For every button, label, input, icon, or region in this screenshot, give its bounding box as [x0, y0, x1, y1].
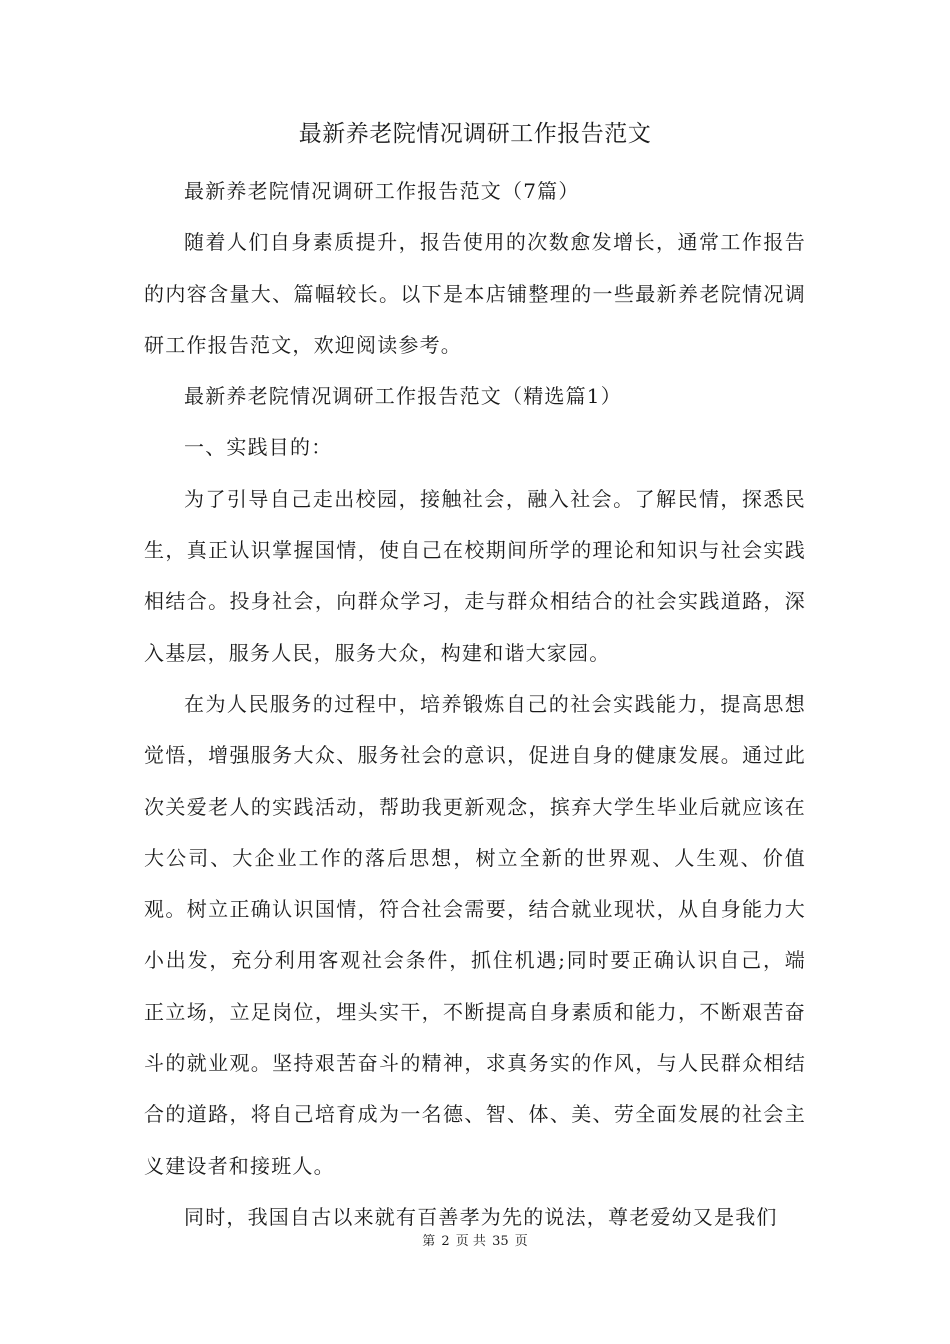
document-body — [144, 166, 806, 1243]
total-pages-number: 35 — [492, 1234, 509, 1249]
paragraph-subheading: 一、实践目的： — [184, 435, 333, 460]
document-title: 最新养老院情况调研工作报告范文 — [298, 121, 652, 147]
paragraph-section-heading: 最新养老院情况调研工作报告范文（精选篇1） — [184, 384, 622, 409]
paragraph-body-3: 同时，我国自古以来就有百善孝为先的说法，尊老爱幼又是我们 — [184, 1204, 778, 1229]
current-page-number: 2 — [441, 1234, 450, 1249]
footer-suffix: 页 — [514, 1234, 528, 1249]
footer-prefix: 第 — [422, 1234, 436, 1249]
footer-middle: 页 共 — [455, 1234, 486, 1249]
page-footer — [0, 1232, 950, 1252]
paragraph-body-2: 在为人民服务的过程中，培养锻炼自己的社会实践能力，提高思想觉悟，增强服务大众、服务社会的意识，促进自身的健康发展。通过此次关爱老人的实践活动，帮助我更新观念，摈弃大学生毕业后就应该在大公司、大企业工作的落后思想，树立全新的世界观、人生观、价值观。树立正确认识国情，符合社会需要，结合就业现状，从自身能力大小出发，充分利用客观社会条件，抓住机遇;同时要正确认识自己，端正立场，立足岗位，埋头实干，不断提高自身素质和能力，不断艰苦奋斗的就业观。坚持艰苦奋斗的精神，求真务实的作风，与人民群众相结合的道路，将自己培育成为一名德、智、体、美、劳全面发展的社会主义建设者和接班人。 — [144, 691, 806, 1178]
paragraph-subtitle: 最新养老院情况调研工作报告范文（7篇） — [184, 179, 580, 203]
paragraph-body-1: 为了引导自己走出校园，接触社会，融入社会。了解民情，探悉民生，真正认识掌握国情，使自己在校期间所学的理论和知识与社会实践相结合。投身社会，向群众学习，走与群众相结合的社会实践道路，深入基层，服务人民，服务大众，构建和谐大家园。 — [144, 486, 806, 665]
paragraph-intro: 随着人们自身素质提升，报告使用的次数愈发增长，通常工作报告的内容含量大、篇幅较长。以下是本店铺整理的一些最新养老院情况调研工作报告范文，欢迎阅读参考。 — [144, 230, 806, 357]
